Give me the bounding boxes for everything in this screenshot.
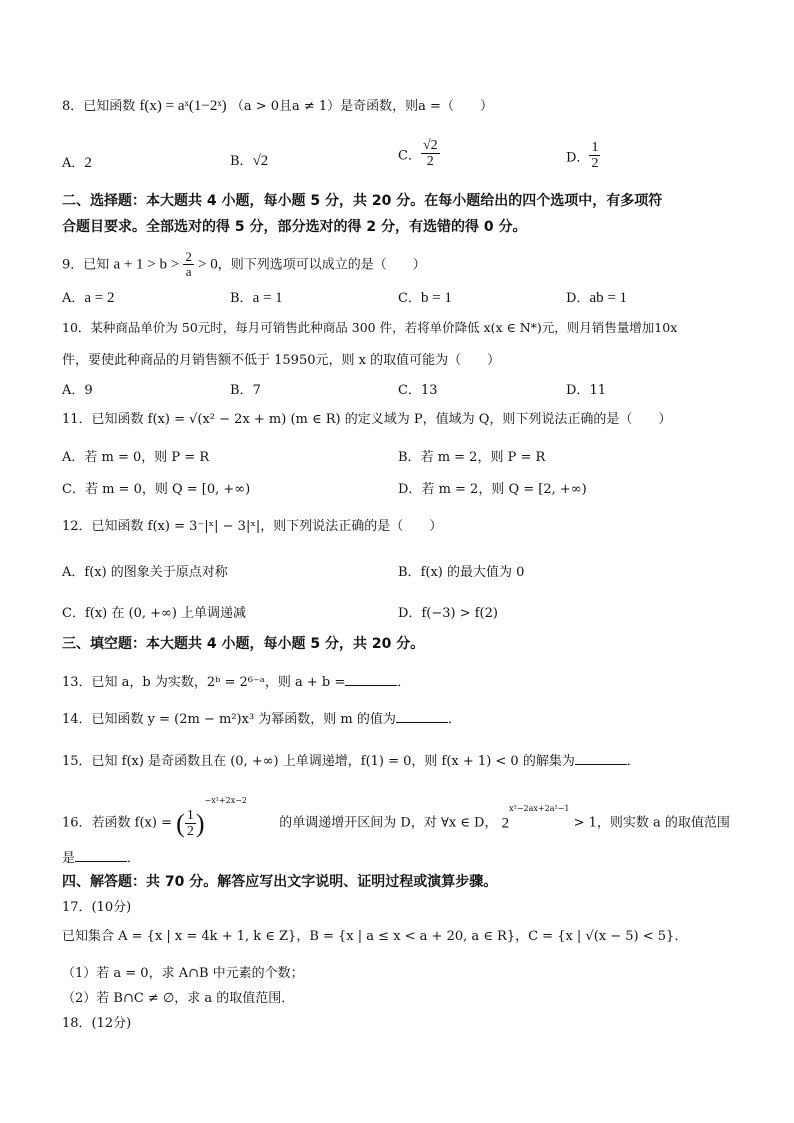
option-a [62, 152, 92, 172]
option-a [62, 446, 209, 465]
question-10-line-2: 件，要使此种商品的月销售额不低于 15950元，则 x 的取值可能为（ ） [62, 353, 501, 368]
function-expression: f(x) = aˣ(1−2ˣ) [139, 98, 227, 114]
question-17-sets: 已知集合 A = {x | x = 4k + 1, k ∈ Z}，B = {x | a ≤ x < a + 20, a ∈ R}，C = {x | √(x − 5) < 5}． [62, 929, 688, 944]
option-label: C． [62, 606, 85, 621]
inequality-base: 2 [501, 815, 510, 832]
fraction [589, 140, 600, 172]
question-text: > 1，则实数 a 的取值范围 [573, 815, 730, 831]
question-text: 13．已知 a，b 为实数，2ᵇ = 2⁶⁻ᵃ，则 a + b = [62, 675, 346, 690]
question-condition: （a > 0且a ≠ 1）是奇函数，则a =（ ） [230, 99, 493, 114]
fraction-numerator: √2 [422, 138, 438, 153]
option-label: B． [230, 291, 253, 306]
exponent: −x²+2x−2 [204, 796, 248, 805]
fraction-denominator: 2 [426, 154, 434, 170]
question-11-stem: 11．已知函数 f(x) = √(x² − 2x + m) (m ∈ R) 的定义域为 P，值域为 Q，则下列说法正确的是（ ） [62, 412, 672, 427]
option-label: A． [62, 450, 85, 465]
option-value: f(x) 的图象关于原点对称 [84, 565, 228, 580]
option-c [398, 379, 438, 398]
option-label: C． [398, 291, 421, 306]
option-value: f(x) 在 (0, +∞) 上单调递减 [84, 606, 247, 621]
fraction-numerator: 1 [591, 140, 599, 155]
option-label: D． [566, 291, 590, 306]
option-d [398, 602, 498, 621]
inequality-right: > 0 [198, 256, 218, 273]
option-value: f(x) 的最大值为 0 [420, 565, 525, 580]
fraction [421, 138, 440, 170]
option-label: D． [398, 482, 422, 497]
option-value: 若 m = 2，则 P = R [420, 450, 546, 465]
option-label: A． [62, 291, 85, 306]
option-label: C． [62, 482, 85, 497]
option-d [566, 287, 627, 307]
section-4-header: 四、解答题：共 70 分。解答应写出文字说明、证明过程或演算步骤。 [62, 874, 498, 890]
option-d [566, 379, 606, 398]
question-16-stem [62, 796, 730, 839]
question-number: 8． [62, 99, 84, 114]
option-label: D． [566, 383, 590, 398]
option-label: C． [398, 383, 421, 398]
inequality-left: a + 1 > b > [113, 256, 180, 273]
option-value: 9 [84, 383, 93, 398]
answer-blank [575, 752, 627, 765]
question-text: 的单调递增开区间为 D，对 ∀x ∈ D， [279, 815, 498, 831]
question-17-header: 17．(10分) [62, 900, 132, 915]
option-label: A． [62, 565, 85, 580]
question-text: 14．已知函数 y = (2m − m²)x³ 为幂函数，则 m 的值为 [62, 712, 396, 727]
sentence-end: ． [397, 675, 411, 690]
option-a [62, 379, 93, 398]
option-value: 13 [420, 383, 438, 398]
fraction [185, 808, 196, 840]
question-16-line-2 [62, 849, 140, 867]
option-value: ab = 1 [589, 290, 628, 306]
fraction [183, 250, 194, 280]
option-label: A． [62, 383, 85, 398]
answer-blank [345, 673, 397, 686]
question-12-stem: 12．已知函数 f(x) = 3⁻|ˣ| − 3|ˣ|，则下列说法正确的是（ ） [62, 519, 443, 534]
option-label: C． [398, 148, 421, 164]
option-value: 若 m = 0，则 Q = [0, +∞) [84, 482, 251, 497]
answer-blank [396, 710, 448, 723]
question-text: 16．若函数 f(x) = [62, 815, 172, 831]
question-text: 是 [62, 851, 76, 866]
question-8-stem [62, 97, 493, 115]
question-17-part-1: （1）若 a = 0，求 A∩B 中元素的个数； [62, 966, 304, 981]
section-2-header-cont: 合题目要求。全部选对的得 5 分，部分选对的得 2 分，有选错的得 0 分。 [62, 219, 527, 235]
option-value: 11 [589, 383, 606, 398]
option-value: √2 [252, 153, 269, 169]
option-b [398, 561, 524, 580]
option-b [230, 287, 283, 307]
option-a [62, 561, 228, 580]
option-value: 7 [252, 383, 261, 398]
option-value: 若 m = 2，则 Q = [2, +∞) [421, 482, 587, 497]
question-14 [62, 710, 461, 728]
option-b [398, 446, 545, 465]
option-value: 若 m = 0，则 P = R [84, 450, 210, 465]
option-label: B． [398, 565, 421, 580]
fraction-numerator: 2 [185, 249, 192, 264]
option-b [230, 150, 268, 170]
option-a [62, 287, 115, 307]
answer-blank [75, 849, 127, 862]
option-label: D． [398, 606, 422, 621]
sentence-end: ． [447, 712, 461, 727]
option-value: f(−3) > f(2) [421, 606, 498, 621]
option-c [62, 478, 250, 497]
section-3-header: 三、填空题：本大题共 4 小题，每小题 5 分，共 20 分。 [62, 636, 425, 652]
question-10-line-1: 10．某种商品单价为 50元时，每月可销售此种商品 300 件，若将单价降低 x(x ∈ N*)元，则月销售量增加10x [62, 320, 678, 335]
question-text: 15．已知 f(x) 是奇函数且在 (0, +∞) 上单调递增，f(1) = 0，则 f(x + 1) < 0 的解集为 [62, 754, 575, 769]
option-value: a = 1 [252, 290, 283, 306]
question-text: 已知函数 [83, 99, 136, 114]
question-9-stem [62, 250, 426, 280]
question-18-header: 18．(12分) [62, 1016, 132, 1031]
question-text: 已知 [83, 257, 110, 273]
question-number: 9． [62, 257, 84, 273]
option-value: b = 1 [420, 290, 452, 306]
option-b [230, 379, 261, 398]
option-label: B． [398, 450, 421, 465]
option-value: 2 [84, 155, 92, 171]
question-15 [62, 752, 640, 770]
section-2-header: 二、选择题：本大题共 4 小题，每小题 5 分，共 20 分。在每小题给出的四个选项中，有多项符 [62, 193, 663, 209]
fraction-denominator: a [185, 264, 192, 280]
exponent: x²−2ax+2a²−1 [509, 804, 570, 813]
paren-close: ) [195, 808, 205, 838]
question-13 [62, 673, 410, 691]
fraction-numerator: 1 [186, 807, 194, 823]
sentence-end: ． [127, 851, 141, 866]
option-label: D． [566, 150, 590, 166]
option-c [398, 287, 452, 307]
paren-open: ( [176, 808, 185, 838]
sentence-end: ． [626, 754, 640, 769]
option-d [566, 140, 600, 172]
question-text: ，则下列选项可以成立的是（ ） [217, 257, 426, 273]
fraction-denominator: 2 [591, 156, 599, 172]
option-label: A． [62, 156, 85, 171]
option-c [62, 602, 246, 621]
question-17-part-2: （2）若 B∩C ≠ ∅，求 a 的取值范围． [62, 991, 295, 1006]
option-d [398, 478, 587, 497]
option-label: B． [230, 154, 253, 169]
option-c [398, 138, 440, 170]
option-value: a = 2 [84, 290, 115, 306]
fraction-denominator: 2 [186, 824, 194, 839]
option-label: B． [230, 383, 253, 398]
